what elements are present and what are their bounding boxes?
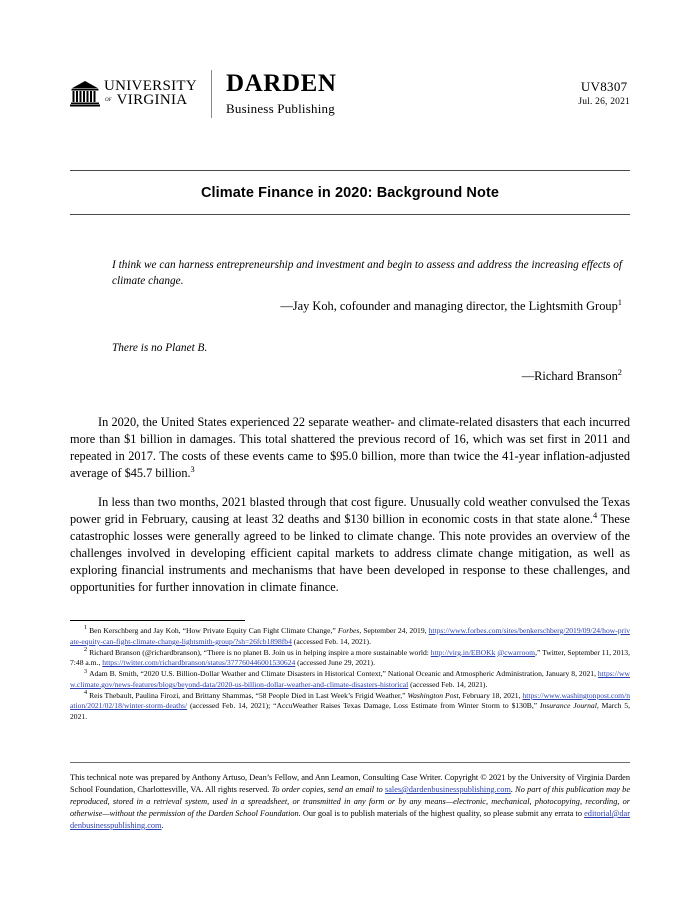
footnote-3-number: 3 — [84, 667, 88, 675]
footnote-2-part3: ,” Twitter, September 11, 2013, 7:48 a.m., — [70, 647, 631, 668]
footnote-1-number: 1 — [84, 624, 88, 632]
footnote-separator-rule — [70, 620, 245, 621]
epigraph-1-attribution — [112, 296, 626, 314]
footnotes-section — [70, 620, 630, 723]
epigraph-1 — [112, 257, 626, 314]
body-paragraph-1-text: In 2020, the United States experienced 22 separate weather- and climate-related disasters that each incurred more than $1 billion in damages. This total shattered the previous record of 16, which was set first in 2011 and repeated in 2017. The costs of these events came to $95.0 billion, more than twice the 41-year inflation-adjusted average of $45.7 billion. — [70, 415, 630, 481]
footnote-3-part2: (accessed Feb. 14, 2021). — [408, 679, 488, 689]
uva-wordmark-line1: UNIVERSITY — [104, 78, 197, 95]
epigraph-2-attribution-text: —Richard Branson — [521, 369, 618, 384]
footnote-4-part2: , February 18, 2021, — [458, 690, 523, 700]
brand-lockup — [70, 70, 337, 118]
footnote-1-part2: , September 24, 2019, — [359, 626, 429, 635]
page-title: Climate Finance in 2020: Background Note — [200, 185, 500, 201]
uva-wordmark-virginia: VIRGINIA — [116, 92, 188, 108]
colophon-part3: . — [161, 820, 164, 830]
document-date: Jul. 26, 2021 — [578, 96, 630, 107]
colophon-part1: This technical note was prepared by Anthony Artuso, Dean’s Fellow, and Ann Leamon, Consulting Case Writer. Copyright © 2021 by the University of Virginia Darden School Foundation, Charlottesville, VA. All rights reserved. — [70, 773, 630, 794]
footnote-2-link-2[interactable]: @cwarroom — [497, 647, 536, 657]
footnote-4-part4: , March 5, 2021. — [70, 701, 630, 722]
colophon-italic2: . No part of this publication may be reproduced, stored in a retrieval system, used in a spreadsheet, or transmitted in any form or by any means—electronic, mechanical, photocopying, recording, or otherwise—without the permission of the Darden School Foundation. — [70, 784, 631, 818]
uva-wordmark-line2 — [105, 92, 197, 108]
darden-name: DARDEN — [226, 70, 337, 98]
footnote-4-italic1: Washington Post — [407, 690, 459, 700]
footnote-3 — [70, 669, 630, 691]
body-paragraph-1-footnote-ref[interactable]: 3 — [190, 464, 195, 474]
uva-wordmark-of: of — [105, 95, 112, 103]
document-id: UV8307 — [580, 79, 628, 94]
footnote-2-link-1[interactable]: http://virg.in/EBOKk — [430, 647, 496, 657]
footnote-2 — [70, 648, 630, 670]
epigraph-2-footnote-ref[interactable]: 2 — [617, 367, 622, 377]
footnote-1-part3: (accessed Feb. 14, 2021). — [291, 636, 371, 646]
colophon-italic1: To order copies, send an email to — [271, 784, 386, 794]
footnote-3-part1: Adam B. Smith, “2020 U.S. Billion-Dollar Weather and Climate Disasters in Historical Context,” National Oceanic and Atmospheric Administration, January 8, 2021, — [89, 669, 598, 679]
footnote-2-number: 2 — [84, 646, 88, 654]
colophon-sales-email-link[interactable]: sales@dardenbusinesspublishing.com — [385, 784, 511, 794]
body-paragraph-2-text: In less than two months, 2021 blasted through that cost figure. Unusually cold weather convulsed the Texas power grid in February, causing at least 32 deaths and $130 billion in economic costs in that state alone. — [70, 495, 630, 526]
footnote-4-number: 4 — [84, 689, 88, 697]
masthead — [70, 0, 630, 128]
footnote-2-part4: (accessed June 29, 2021). — [295, 658, 375, 668]
footnote-4-part3: (accessed Feb. 14, 2021); “AccuWeather Raises Texas Damage, Loss Estimate from Winter Storm to $130B,” — [187, 701, 540, 711]
epigraph-1-footnote-ref[interactable]: 1 — [617, 296, 622, 307]
footnote-1 — [70, 626, 630, 648]
darden-lockup — [226, 71, 337, 116]
epigraph-2-quote: There is no Planet B. — [112, 341, 208, 354]
epigraph-2 — [112, 340, 626, 384]
footnote-3-link[interactable]: https://www.climate.gov/news-features/blogs/beyond-data/2020-us-billion-dollar-weather-and-climate-disasters-historical — [70, 669, 630, 689]
colophon-section — [70, 762, 630, 832]
footnote-4-italic2: Insurance Journal — [539, 701, 597, 711]
colophon-text — [70, 772, 630, 832]
colophon-separator-rule — [70, 762, 630, 763]
colophon-editorial-email-link[interactable]: editorial@dardenbusinesspublishing.com — [70, 808, 630, 830]
footnote-4 — [70, 691, 630, 723]
uva-wordmark — [104, 80, 197, 108]
document-meta — [578, 70, 630, 108]
epigraph-section — [70, 257, 630, 384]
epigraph-1-attribution-text: —Jay Koh, cofounder and managing director, the Lightsmith Group — [280, 298, 618, 313]
epigraph-2-attribution — [112, 369, 626, 384]
darden-subtitle: Business Publishing — [226, 100, 335, 116]
epigraph-1-quote: I think we can harness entrepreneurship and investment and begin to assess and address the increasing effects of climate change. — [112, 259, 623, 288]
footnote-1-italic1: Forbes — [337, 626, 360, 635]
footnote-4-link[interactable]: https://www.washingtonpost.com/nation/2021/02/18/winter-storm-deaths/ — [70, 690, 630, 711]
colophon-part2: Our goal is to publish materials of the highest quality, so please submit any errata to — [300, 808, 585, 818]
rotunda-icon — [70, 81, 100, 107]
title-band — [70, 170, 630, 215]
body-paragraph-1 — [70, 414, 630, 482]
body-paragraph-2-text-after: These catastrophic losses were generally agreed to be linked to climate change. This note provides an overview of the challenges involved in developing efficient capital markets to address climate change mitigation, as well as exploring financial instruments and mechanisms that have been developed in response to these challenges, and opportunities for further innovation in climate finance. — [70, 511, 630, 594]
footnote-2-link-3[interactable]: https://twitter.com/richardbranson/status/377760446001530624 — [102, 658, 296, 668]
body-paragraph-2 — [70, 494, 630, 596]
body-copy — [70, 414, 630, 596]
body-paragraph-2-footnote-ref[interactable]: 4 — [592, 510, 598, 520]
footnote-4-part1: Reis Thebault, Paulina Firozi, and Brittany Shammas, “58 People Died in Last Week’s Frigid Weather,” — [89, 690, 408, 700]
footnote-1-link[interactable]: https://www.forbes.com/sites/benkerschberg/2019/09/24/how-private-equity-can-fight-climate-change-lightsmith-group/?sh=26fcb1898fb4 — [70, 626, 631, 646]
brand-divider — [211, 70, 212, 118]
footnote-1-part1: Ben Kerschberg and Jay Koh, “How Private Equity Can Fight Climate Change,” — [89, 626, 338, 635]
footnote-2-part1: Richard Branson (@richardbranson), “There is no planet B. Join us in helping inspire a more sustainable world: — [89, 647, 431, 657]
